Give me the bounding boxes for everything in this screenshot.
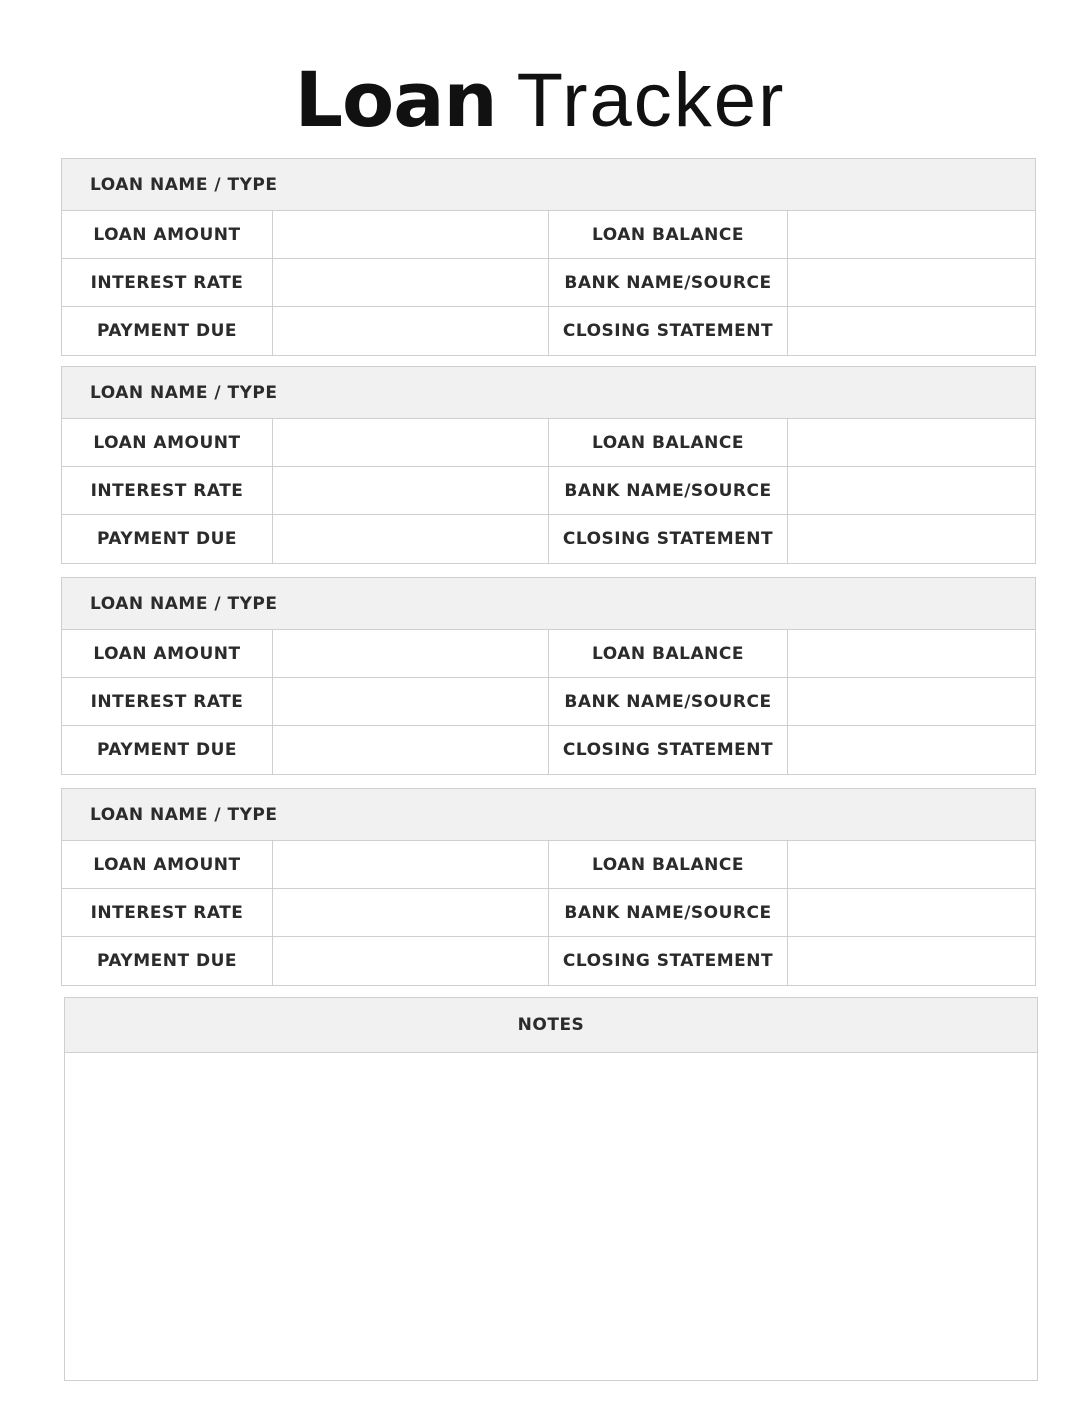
closing-statement-field[interactable] — [788, 307, 1035, 355]
loan-name-type-header[interactable]: LOAN NAME / TYPE — [62, 367, 1035, 419]
loan-field-row — [62, 937, 1035, 985]
loan-field-row — [62, 515, 1035, 563]
loan-block-3 — [61, 577, 1036, 775]
loan-field-row — [62, 726, 1035, 774]
closing-statement-field[interactable] — [788, 726, 1035, 774]
loan-field-row — [62, 841, 1035, 889]
notes-section — [64, 997, 1038, 1381]
page-title — [0, 52, 1080, 149]
closing-statement-label: CLOSING STATEMENT — [549, 307, 788, 355]
loan-balance-label: LOAN BALANCE — [549, 841, 788, 888]
loan-field-row — [62, 630, 1035, 678]
payment-due-label: PAYMENT DUE — [62, 726, 273, 774]
loan-name-type-header[interactable]: LOAN NAME / TYPE — [62, 159, 1035, 211]
payment-due-label: PAYMENT DUE — [62, 937, 273, 985]
payment-due-label: PAYMENT DUE — [62, 307, 273, 355]
interest-rate-field[interactable] — [273, 259, 549, 306]
closing-statement-field[interactable] — [788, 937, 1035, 985]
loan-balance-field[interactable] — [788, 630, 1035, 677]
bank-name-source-label: BANK NAME/SOURCE — [549, 259, 788, 306]
page-title-light: Tracker — [516, 58, 786, 143]
interest-rate-field[interactable] — [273, 678, 549, 725]
closing-statement-label: CLOSING STATEMENT — [549, 937, 788, 985]
interest-rate-field[interactable] — [273, 467, 549, 514]
bank-name-source-field[interactable] — [788, 259, 1035, 306]
closing-statement-label: CLOSING STATEMENT — [549, 515, 788, 563]
interest-rate-field[interactable] — [273, 889, 549, 936]
loan-field-row — [62, 211, 1035, 259]
loan-block-2 — [61, 366, 1036, 564]
loan-field-row — [62, 678, 1035, 726]
notes-header: NOTES — [65, 998, 1037, 1053]
bank-name-source-field[interactable] — [788, 678, 1035, 725]
loan-balance-label: LOAN BALANCE — [549, 630, 788, 677]
loan-balance-label: LOAN BALANCE — [549, 419, 788, 466]
loan-balance-field[interactable] — [788, 419, 1035, 466]
loan-balance-field[interactable] — [788, 841, 1035, 888]
interest-rate-label: INTEREST RATE — [62, 259, 273, 306]
loan-name-type-header[interactable]: LOAN NAME / TYPE — [62, 578, 1035, 630]
loan-name-type-header[interactable]: LOAN NAME / TYPE — [62, 789, 1035, 841]
loan-amount-field[interactable] — [273, 630, 549, 677]
loan-amount-label: LOAN AMOUNT — [62, 630, 273, 677]
loan-field-row — [62, 419, 1035, 467]
bank-name-source-label: BANK NAME/SOURCE — [549, 467, 788, 514]
interest-rate-label: INTEREST RATE — [62, 889, 273, 936]
loan-block-1 — [61, 158, 1036, 356]
payment-due-label: PAYMENT DUE — [62, 515, 273, 563]
bank-name-source-label: BANK NAME/SOURCE — [549, 889, 788, 936]
loan-balance-label: LOAN BALANCE — [549, 211, 788, 258]
loan-amount-field[interactable] — [273, 419, 549, 466]
loan-balance-field[interactable] — [788, 211, 1035, 258]
loan-amount-label: LOAN AMOUNT — [62, 211, 273, 258]
loan-amount-label: LOAN AMOUNT — [62, 841, 273, 888]
loan-field-row — [62, 889, 1035, 937]
loan-amount-label: LOAN AMOUNT — [62, 419, 273, 466]
loan-field-row — [62, 259, 1035, 307]
closing-statement-field[interactable] — [788, 515, 1035, 563]
payment-due-field[interactable] — [273, 937, 549, 985]
page-title-bold: Loan — [294, 55, 497, 144]
closing-statement-label: CLOSING STATEMENT — [549, 726, 788, 774]
payment-due-field[interactable] — [273, 726, 549, 774]
bank-name-source-field[interactable] — [788, 889, 1035, 936]
notes-area[interactable] — [65, 1053, 1037, 1380]
interest-rate-label: INTEREST RATE — [62, 678, 273, 725]
payment-due-field[interactable] — [273, 515, 549, 563]
interest-rate-label: INTEREST RATE — [62, 467, 273, 514]
loan-amount-field[interactable] — [273, 841, 549, 888]
loan-field-row — [62, 467, 1035, 515]
payment-due-field[interactable] — [273, 307, 549, 355]
loan-block-4 — [61, 788, 1036, 986]
bank-name-source-label: BANK NAME/SOURCE — [549, 678, 788, 725]
bank-name-source-field[interactable] — [788, 467, 1035, 514]
loan-amount-field[interactable] — [273, 211, 549, 258]
loan-field-row — [62, 307, 1035, 355]
